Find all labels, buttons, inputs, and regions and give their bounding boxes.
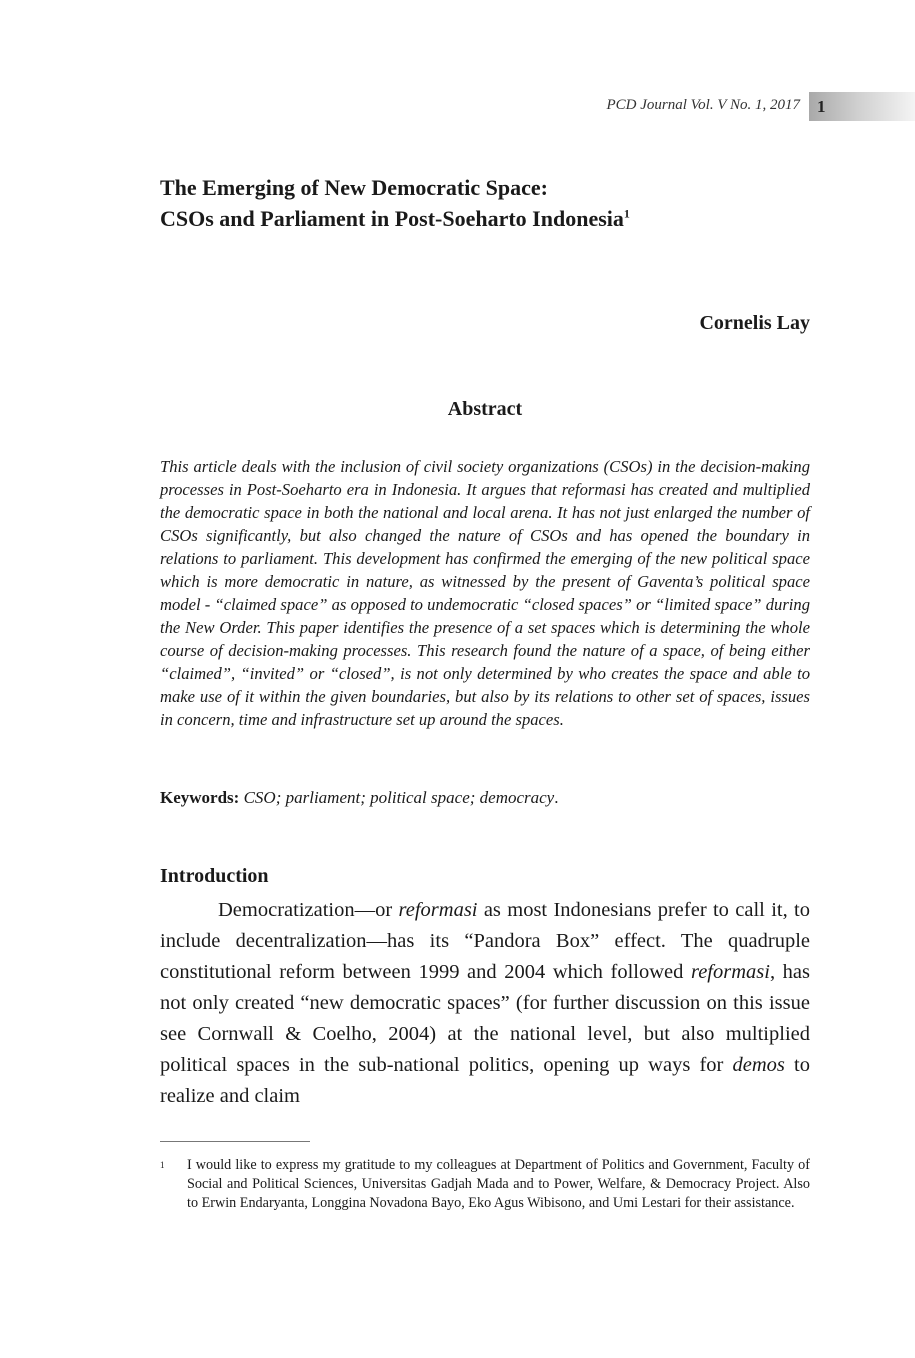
intro-text-4: to realize and claim <box>160 1054 810 1107</box>
footnote-text: I would like to express my gratitude to my colleagues at Department of Politics and Government, Faculty of Social and Political Sciences, Universitas Gadjah Mada and to Power, Welfare, & Democracy Project. Also to Erwin Endaryanta, Longgina Novadona Bayo, Eko Agus Wibisono, and Umi Lestari for their assistance. <box>187 1157 810 1211</box>
intro-italic-1: reformasi <box>398 899 478 921</box>
footnote-mark: 1 <box>160 1160 165 1170</box>
author-name: Cornelis Lay <box>699 312 810 334</box>
title-footnote-mark: 1 <box>623 206 630 221</box>
abstract-text: This article deals with the inclusion of civil society organizations (CSOs) in the decision-making processes in Post-Soeharto era in Indonesia. It argues that reformasi has created and multiplied the democratic space in both the national and local arena. It has not just enlarged the number of CSOs significantly, but also changed the nature of CSOs and has opened the boundary in relations to parliament. This development has confirmed the emerging of the new political space which is more democratic in nature, as witnessed by the present of Gaventa’s political space model - “claimed space” as opposed to undemocratic “closed spaces” or “limited space” during the New Order. This paper identifies the presence of a set spaces which is determining the whole course of decision-making processes. This research found the nature of a space, of being either “claimed”, “invited” or “closed”, is not only determined by who creates the space and able to make use of it within the given boundaries, but also by its relations to other set of spaces, issues in concern, time and infrastructure set up around the spaces. <box>160 457 810 729</box>
page-number: 1 <box>817 97 826 116</box>
page-number-tab <box>809 92 915 121</box>
keywords-period: . <box>554 788 559 807</box>
intro-italic-2: reformasi <box>690 961 770 983</box>
intro-italic-3: demos <box>732 1054 785 1076</box>
running-header: PCD Journal Vol. V No. 1, 2017 <box>606 97 800 113</box>
keywords <box>160 786 810 809</box>
intro-text-1: Democratization—or <box>218 899 399 921</box>
keywords-text: CSO; parliament; political space; democracy <box>243 788 555 807</box>
abstract-heading: Abstract <box>447 398 523 420</box>
introduction-heading: Introduction <box>160 865 269 887</box>
intro-text-3: , has not only created “new democratic spaces” (for further discussion on this issue see Cornwall & Coelho, 2004) at the national level, but also multiplied political spaces in the sub-national politics, opening up ways for <box>160 961 810 1076</box>
article-title <box>160 172 810 234</box>
keywords-label: Keywords: <box>160 788 240 807</box>
title-line-1: The Emerging of New Democratic Space: <box>160 175 548 200</box>
footnote <box>160 1156 810 1213</box>
title-line-2: CSOs and Parliament in Post-Soeharto Indonesia <box>160 206 624 231</box>
introduction-paragraph <box>160 895 810 1112</box>
footnote-divider <box>160 1141 310 1142</box>
intro-text-2: as most Indonesians prefer to call it, to include decentralization—has its “Pandora Box” effect. The quadruple constitutional reform between 1999 and 2004 which followed <box>160 899 811 983</box>
